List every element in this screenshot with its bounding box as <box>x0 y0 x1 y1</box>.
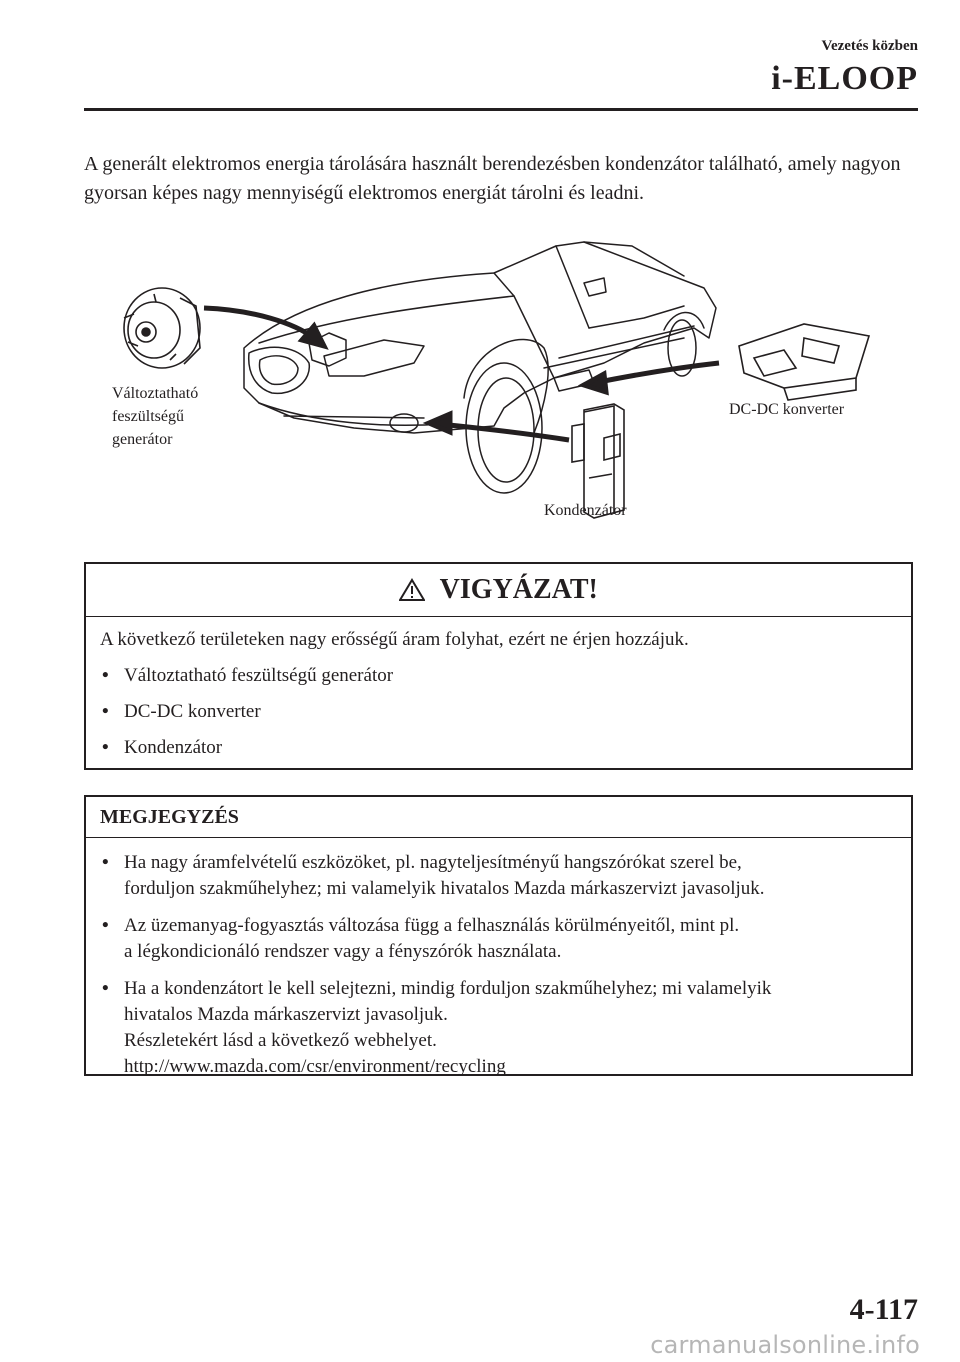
list-item: • Ha a kondenzátort le kell selejtezni, mindig forduljon szakműhelyhez; mi valamelyik hivatalos Mazda márkaszervizt javasoljuk. Részletekért lásd a következő webhelyet. http://www.mazda.com/csr/environment/recycling <box>102 978 772 1077</box>
note-list <box>100 850 897 1080</box>
dcdc-label: DC-DC konverter <box>729 401 845 418</box>
note-box <box>84 795 913 1076</box>
note-body <box>86 838 911 1101</box>
section-title: Vezetés közben <box>821 38 918 54</box>
list-item: • DC-DC konverter <box>102 701 261 722</box>
list-item: • Változtatható feszültségű generátor <box>102 665 394 686</box>
warning-title: VIGYÁZAT! <box>439 574 598 605</box>
header-rule <box>84 108 918 111</box>
warning-text: A következő területeken nagy erősségű áram folyhat, ezért ne érjen hozzájuk. <box>100 629 689 650</box>
warning-header <box>86 564 911 617</box>
list-item: • Kondenzátor <box>102 737 223 758</box>
warning-body <box>86 617 911 781</box>
page-number: 4-117 <box>849 1293 918 1326</box>
generator-label: Változtatható feszültségű generátor <box>112 385 199 448</box>
component-figure <box>84 228 918 528</box>
list-item: • Ha nagy áramfelvételű eszközöket, pl. nagyteljesítményű hangszórókat szerel be, forduljon szakműhelyhez; mi valamelyik hivatalos Mazda márkaszervizt javasoljuk. <box>102 852 765 899</box>
warning-triangle-icon <box>399 578 425 602</box>
warning-list <box>100 663 897 761</box>
list-item: • Az üzemanyag-fogyasztás változása függ a felhasználás körülményeitől, mint pl. a légkondicionáló rendszer vagy a fényszórók használata. <box>102 915 740 962</box>
page-header <box>0 0 960 120</box>
watermark: carmanualsonline.info <box>650 1331 920 1359</box>
note-header: MEGJEGYZÉS <box>86 797 911 838</box>
intro-paragraph: A generált elektromos energia tárolására használt berendezésben kondenzátor található, amely nagyon gyorsan képes nagy mennyiségű elektromos energiát tárolni és leadni. <box>84 153 901 204</box>
warning-box <box>84 562 913 770</box>
chapter-title: i-ELOOP <box>771 60 918 97</box>
capacitor-label: Kondenzátor <box>544 502 627 519</box>
car-illustration <box>84 228 918 528</box>
